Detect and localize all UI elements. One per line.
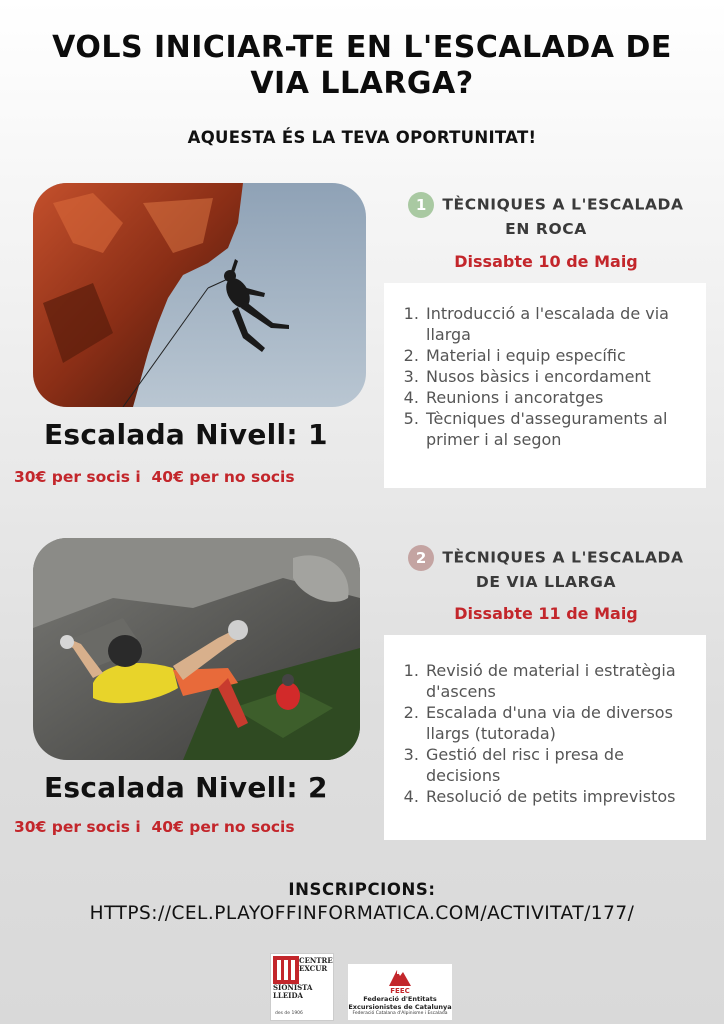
level-1-title: Escalada Nivell: 1 xyxy=(44,418,328,451)
feec-name-line-2: Excursionistes de Catalunya xyxy=(348,1003,452,1011)
section-1-heading-line-1: TÈCNIQUES A L'ESCALADA xyxy=(442,195,684,214)
section-2-heading-line-2: DE VIA LLARGA xyxy=(475,573,617,591)
list-item: 5. Tècniques d'asseguraments al primer i al segon xyxy=(424,408,698,450)
section-2-heading-line-1: TÈCNIQUES A L'ESCALADA xyxy=(442,548,684,567)
list-item: 2. Escalada d'una via de diversos llargs (tutorada) xyxy=(424,702,698,744)
cel-logo-text-top xyxy=(299,957,333,973)
cel-logo-since: des de 1906 xyxy=(275,1011,303,1016)
section-2-date: Dissabte 11 de Maig xyxy=(454,604,638,623)
feec-abbr: FEEC xyxy=(390,987,410,995)
page-subtitle: AQUESTA ÉS LA TEVA OPORTUNITAT! xyxy=(187,128,537,147)
section-1-heading-line-2: EN ROCA xyxy=(505,220,587,238)
number-badge-2: 2 xyxy=(408,545,434,571)
list-item: 1. Revisió de material i estratègia d'ascens xyxy=(424,660,698,702)
list-item: 1. Introducció a l'escalada de via llarga xyxy=(424,303,698,345)
level-1-price: 30€ per socis i 40€ per no socis xyxy=(14,468,295,486)
cel-logo xyxy=(270,953,334,1021)
cel-logo-line-1: CENTRE xyxy=(299,956,333,965)
section-2-topics-box xyxy=(384,635,706,840)
title-line-2: VIA LLARGA? xyxy=(250,66,474,101)
number-badge-1: 1 xyxy=(408,192,434,218)
cel-logo-line-3: SIONISTA xyxy=(273,983,313,992)
inscriptions-label: INSCRIPCIONS: xyxy=(288,880,436,899)
feec-logo xyxy=(348,964,452,1020)
cel-logo-text-bottom xyxy=(273,984,312,1000)
feec-subtitle: Federació Catalana d'Alpinisme i Escalada xyxy=(352,1011,448,1016)
list-item: 3. Gestió del risc i presa de decisions xyxy=(424,744,698,786)
cel-logo-line-4: LLEIDA xyxy=(273,991,303,1000)
level-2-title: Escalada Nivell: 2 xyxy=(44,771,328,804)
title-line-1: VOLS INICIAR-TE EN L'ESCALADA DE xyxy=(52,30,672,65)
cel-logo-line-2: EXCUR xyxy=(299,964,328,973)
section-2-heading xyxy=(385,545,707,594)
climbing-photo-2 xyxy=(33,538,360,760)
section-1-topics-list xyxy=(384,303,706,450)
inscriptions-link[interactable]: HTTPS://CEL.PLAYOFFINFORMATICA.COM/ACTIVITAT/177/ xyxy=(89,903,635,924)
cel-emblem-icon xyxy=(273,956,299,984)
section-1-date: Dissabte 10 de Maig xyxy=(454,252,638,271)
section-2-topics-list xyxy=(384,660,706,807)
section-1-heading xyxy=(385,192,707,241)
feec-name-line-1: Federació d'Entitats xyxy=(363,995,437,1003)
feec-mountain-icon xyxy=(387,968,413,986)
list-item: 3. Nusos bàsics i encordament xyxy=(424,366,698,387)
page-title xyxy=(0,30,724,102)
list-item: 4. Reunions i ancoratges xyxy=(424,387,698,408)
list-item: 4. Resolució de petits imprevistos xyxy=(424,786,698,807)
level-2-price: 30€ per socis i 40€ per no socis xyxy=(14,818,295,836)
section-1-topics-box xyxy=(384,283,706,488)
climbing-photo-1 xyxy=(33,183,366,407)
list-item: 2. Material i equip específic xyxy=(424,345,698,366)
